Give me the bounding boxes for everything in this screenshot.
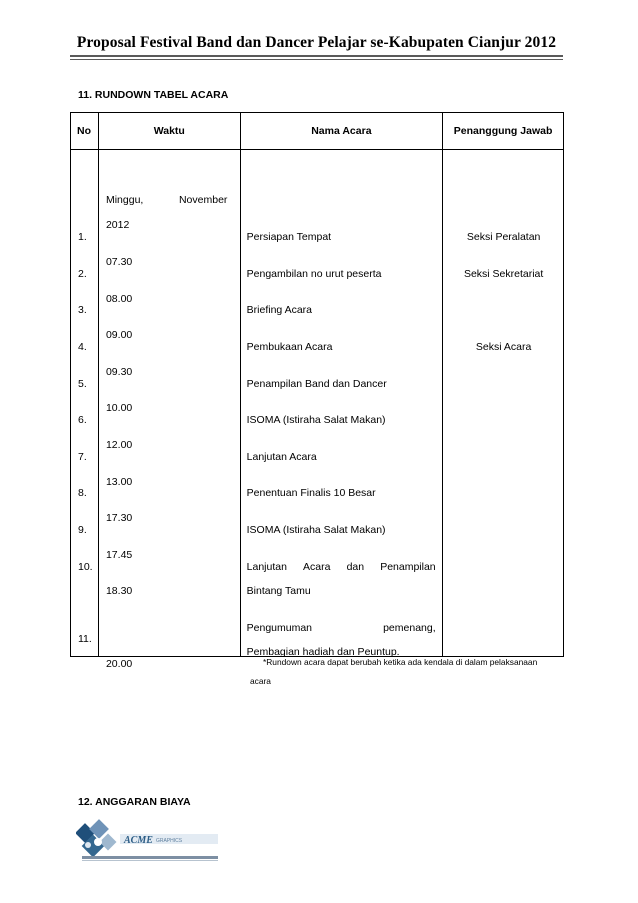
time-value: 20.00 [105,658,133,670]
rundown-note-cont: acara [250,676,271,686]
table-header-row [71,113,564,150]
row-number: 8. [78,487,87,499]
time-value: 13.00 [105,476,133,488]
row-number: 2. [78,268,87,280]
table-body-row [71,150,564,657]
time-value: 09.00 [105,329,133,341]
no-column-cell [71,150,99,657]
time-value: 18.30 [105,585,133,597]
header-rule-thin [70,59,563,60]
event-name-10-line2: Bintang Tamu [246,585,311,597]
row-number: 9. [78,524,87,536]
event-name: Penentuan Finalis 10 Besar [246,487,376,499]
row-number: 1. [78,231,87,243]
row-number: 6. [78,414,87,426]
event-name-10-line1 [247,561,436,573]
rundown-note: *Rundown acara dapat berubah ketika ada kendala di dalam pelaksanaan [263,657,538,667]
row-number: 3. [78,304,87,316]
row-number: 5. [78,378,87,390]
section-12-title: 12. ANGGARAN BIAYA [78,796,191,808]
event-name: ISOMA (Istiraha Salat Makan) [246,414,386,426]
col-header-nama-acara: Nama Acara [240,113,443,150]
event-word: Penampilan [380,561,436,573]
event-name: Lanjutan Acara [246,451,317,463]
date-text: November [178,194,228,206]
pj-name: Seksi Sekretariat [463,268,544,280]
time-value: 17.30 [105,512,133,524]
col-header-penanggung-jawab: Penanggung Jawab [443,113,564,150]
event-name-11-line1 [247,622,436,634]
date-text: Minggu, [105,194,144,206]
event-word: pemenang, [383,622,436,634]
row-number: 11. [78,633,92,645]
pj-name: Seksi Acara [475,341,532,353]
time-value: 08.00 [105,293,133,305]
logo-mark [76,819,116,857]
row-number: 4. [78,341,87,353]
logo-text: ACME [124,835,153,846]
event-name: Pengambilan no urut peserta [246,268,382,280]
event-word: dan [346,561,365,573]
col-header-no: No [71,113,99,150]
section-11-title: 11. RUNDOWN TABEL ACARA [78,89,229,101]
time-value: 10.00 [105,402,133,414]
event-word: Lanjutan [246,561,287,573]
nama-acara-column-cell [240,150,443,657]
pj-name: Seksi Peralatan [466,231,541,243]
waktu-column-cell [98,150,240,670]
logo-subtext: GRAPHICS [156,838,183,844]
date-year: 2012 [105,219,130,231]
header-rule [70,55,563,57]
time-value: 09.30 [105,366,133,378]
penanggung-jawab-column-cell [443,150,564,657]
time-value: 07.30 [105,256,133,268]
event-name: ISOMA (Istiraha Salat Makan) [246,524,386,536]
col-header-waktu: Waktu [98,113,240,150]
row-number: 10. [78,561,93,573]
time-value: 17.45 [105,549,133,561]
event-name: Pembukaan Acara [246,341,333,353]
event-name: Briefing Acara [246,304,313,316]
page-header-title: Proposal Festival Band dan Dancer Pelajar se-Kabupaten Cianjur 2012 [76,34,557,51]
event-word: Acara [303,561,331,573]
event-name-11-line2: Pembagian hadiah dan Peuntup. [246,646,400,658]
event-name: Penampilan Band dan Dancer [246,378,387,390]
row-number: 7. [78,451,87,463]
time-value: 12.00 [105,439,133,451]
event-name: Persiapan Tempat [246,231,332,243]
acme-graphics-logo [76,818,220,864]
event-word: Pengumuman [246,622,313,634]
